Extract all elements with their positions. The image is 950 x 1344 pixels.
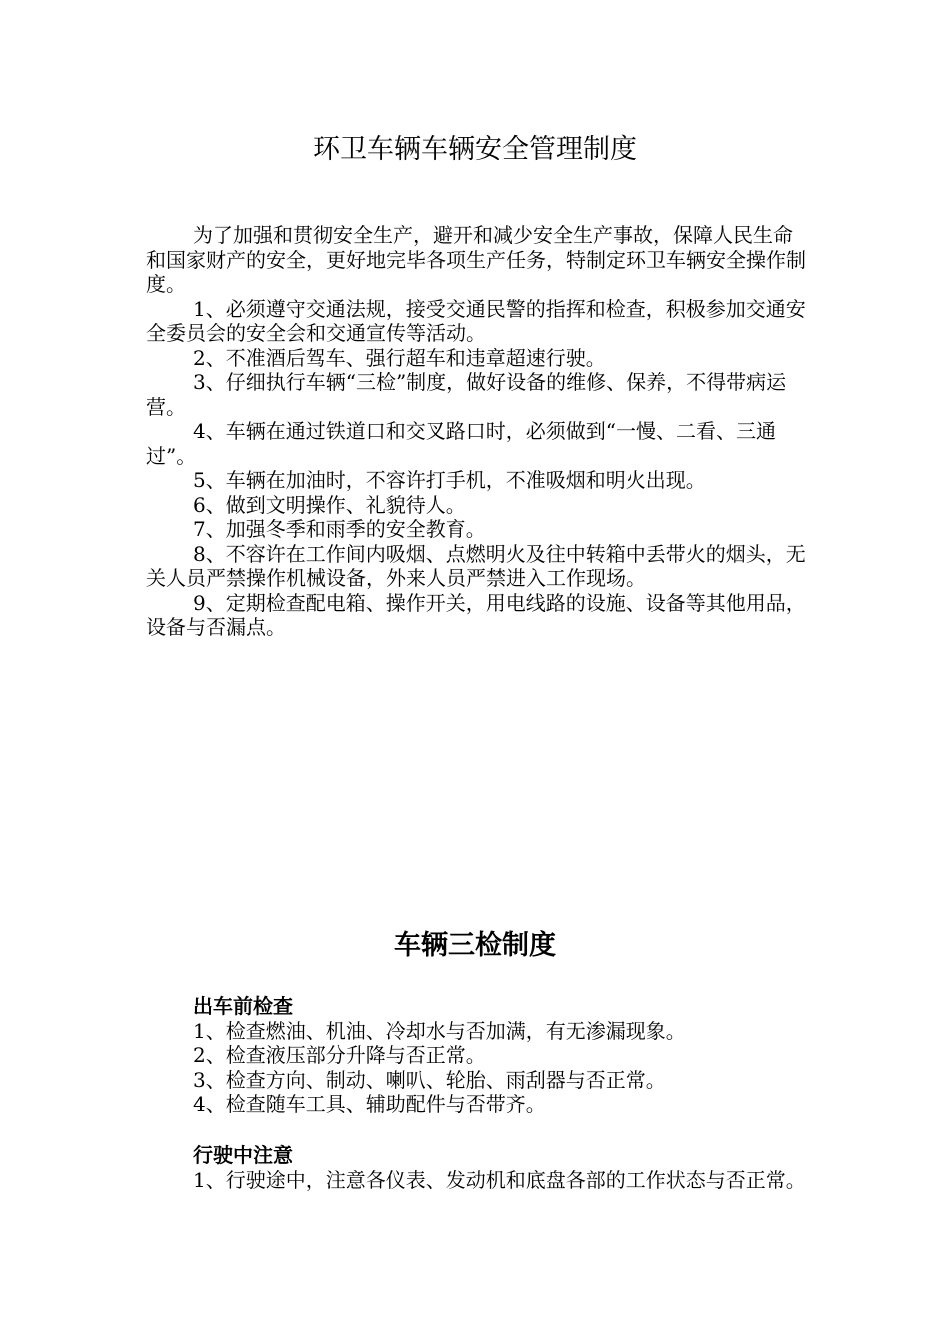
rule-item-5: 5、车辆在加油时，不容许打手机，不准吸烟和明火出现。 — [193, 468, 706, 492]
rule-item-9: 9、定期检查配电箱、操作开关，用电线路的设施、设备等其他用品，设备与否漏点。 — [146, 590, 806, 639]
rule-item-1: 1、必须遵守交通法规，接受交通民警的指挥和检查，积极参加交通安全委员会的安全会和交通宣传等活动。 — [146, 296, 806, 345]
safety-rules-body — [146, 223, 806, 640]
rule-item-3: 3、仔细执行车辆“三检”制度，做好设备的维修、保养，不得带病运营。 — [146, 370, 787, 419]
driving-item-1: 1、行驶途中，注意各仪表、发动机和底盘各部的工作状态与否正常。 — [193, 1167, 806, 1192]
section-heading-pre-departure: 出车前检查 — [193, 994, 293, 1018]
intro-paragraph: 为了加强和贯彻安全生产，避开和减少安全生产事故，保障人民生命和国家财产的安全，更好地完毕各项生产任务，特制定环卫车辆安全操作制度。 — [146, 223, 806, 296]
rule-item-8: 8、不容许在工作间内吸烟、点燃明火及往中转箱中丢带火的烟头，无关人员严禁操作机械设备，外来人员严禁进入工作现场。 — [146, 541, 806, 590]
doc-title-three-checks: 车辆三检制度 — [394, 930, 556, 961]
section-heading-during-driving: 行驶中注意 — [193, 1143, 293, 1167]
rule-item-4: 4、车辆在通过铁道口和交叉路口时，必须做到“一慢、二看、三通过”。 — [146, 419, 776, 468]
rule-item-7: 7、加强冬季和雨季的安全教育。 — [193, 517, 486, 541]
during-driving-section — [146, 1143, 806, 1192]
pre-departure-section — [146, 994, 806, 1117]
check-item-4: 4、检查随车工具、辅助配件与否带齐。 — [193, 1092, 546, 1116]
rule-item-6: 6、做到文明操作、礼貌待人。 — [193, 492, 466, 517]
check-item-3: 3、检查方向、制动、喇叭、轮胎、雨刮器与否正常。 — [193, 1067, 666, 1092]
check-item-2: 2、检查液压部分升降与否正常。 — [193, 1043, 486, 1067]
doc-title-safety-management: 环卫车辆车辆安全管理制度 — [313, 134, 637, 165]
check-item-1: 1、检查燃油、机油、冷却水与否加满，有无渗漏现象。 — [193, 1018, 686, 1043]
rule-item-2: 2、不准酒后驾车、强行超车和违章超速行驶。 — [193, 345, 606, 370]
